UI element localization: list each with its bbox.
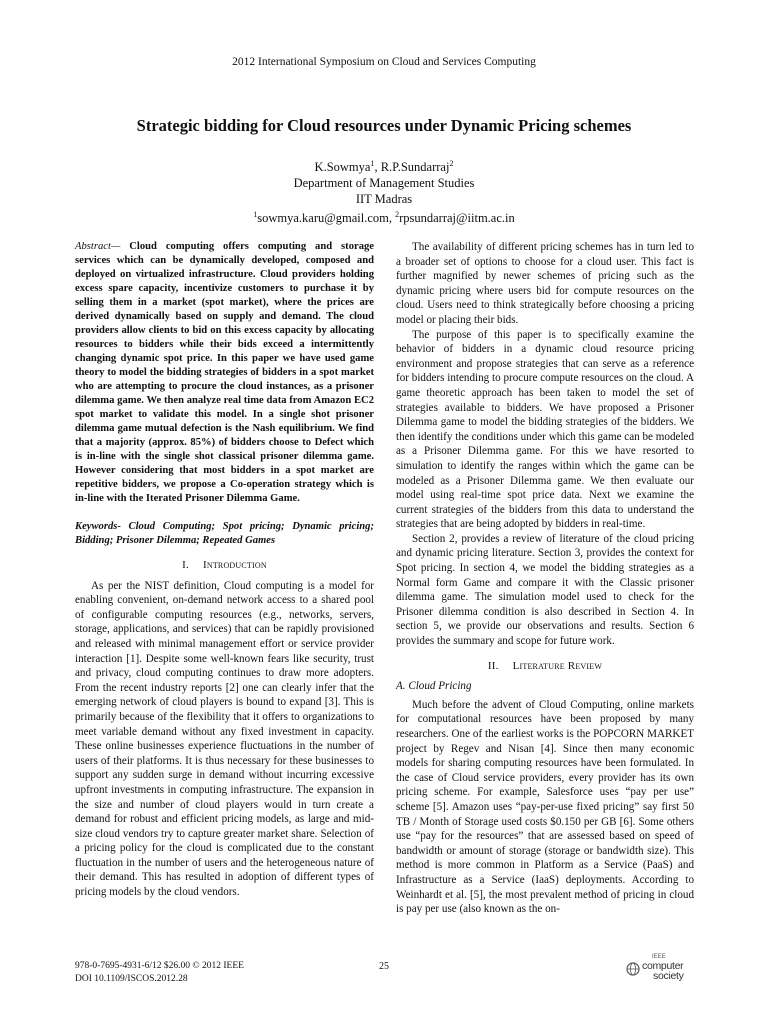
- institute: IIT Madras: [355, 192, 413, 207]
- section-number: I.: [182, 559, 189, 571]
- intro-paragraph-2: The availability of different pricing schemes has in turn led to a broader set of options to choose for a cloud user. This fact is further magnified by newer schemes of pricing such as the dynamic pricing where users bid for compute resources on the cloud. Users need to think strategically before choosing a pricing model or placing their bids.: [396, 241, 694, 326]
- ieee-computer-society-logo: [626, 954, 706, 982]
- footer-isbn: 978-0-7695-4931-6/12 $26.00 © 2012 IEEE: [75, 961, 244, 971]
- intro-paragraph-3: The purpose of this paper is to specifically examine the behavior of bidders in a dynamic cloud resource pricing environment and propose strategies that can serve as a reference for bidders intending to procure compute resources on the cloud. A game theoretic approach has been taken to model the set of strategies available to bidders. We have proposed a Prisoner Dilemma game to model the bidding strategies of the bidders. We then identify the conditions under which this game can be modeled as a Prisoner Dilemma game. For this we have resorted to simulation to identify the ranges within which the game can be modeled as a Prisoner Dilemma game. We then evaluate our model using real-time spot price data. Next we examine the current strategies of the bidders from this data to understand the strategies that are being adopted by bidders in real-time.: [396, 328, 694, 531]
- right-column: [396, 240, 694, 917]
- intro-paragraph: As per the NIST definition, Cloud computing is a model for enabling convenient, on-demand network access to a shared pool of configurable computing resources (e.g., networks, servers, storage, applications, and services) that can be rapidly provisioned and released with minimal management effort or service provider interaction [1]. Despite some well-known fears like security, trust and privacy, cloud computing continues to draw more adopters. From the recent industry reports [2] one can clearly infer that the emerging network of cloud players is bound to expand [3]. This is primarily because of the flexibility that it offers to organizations to meet variable demand without any fixed investment in capacity. These online businesses experience fluctuations in the number of users of their platforms. It is thus necessary for these businesses to support any sudden surge in demand without incurring excessive upfront investments in computing infrastructure. The expansion in the size and number of cloud players would in turn create a demand for robust and efficient pricing models, as large and mid-size cloud vendors try to capture greater market share. Selection of a pricing policy for the cloud is complicated due to the constant fluctuation in the number of users and the heterogeneous nature of their demand. This has resulted in adoption of different types of pricing models by the cloud vendors.: [75, 579, 374, 899]
- logo-society-text: society: [653, 970, 684, 982]
- footer-doi: DOI 10.1109/ISCOS.2012.28: [75, 974, 188, 984]
- abstract-label: Abstract—: [75, 241, 121, 252]
- abstract-text: Cloud computing offers computing and storage services which can be dynamically developed, composed and deployed on virtualized infrastructure. Cloud providers holding excess spare capacity, incentivize customers to purchase it by selling them in a market (spot market), where the prices are derived dynamically based on supply and demand. The cloud providers allow clients to bid on this excess capacity by allocating resources to bidders while their bids exceed a intermittently changing dynamic spot price. In this paper we have used game theory to model the bidding strategies of bidders in a spot market who are attempting to procure the cloud instances, as a prisoner dilemma game. We then analyze real time data from Amazon EC2 spot market to validate this model. In a single shot prisoner dilemma game mutual defection is the Nash equilibrium. We find that a majority (approx. 85%) of bidders choose to Defect which is in-line with the single shot classical prisoner dilemma game. However considering that most bidders in a spot market are repetitive bidders, we propose a Co-operation strategy which is in-line with the Iterated Prisoner Dilemma Game.: [75, 241, 374, 504]
- section-title: Literature Review: [512, 659, 603, 672]
- email-2: rpsundarraj@iitm.ac.in: [399, 211, 515, 226]
- section-heading-literature-review: [396, 659, 694, 674]
- author-names: [0, 156, 768, 175]
- author-emails: [0, 207, 768, 226]
- department: Department of Management Studies: [293, 176, 475, 191]
- author-1: K.Sowmya: [314, 160, 371, 175]
- section-number: II.: [487, 659, 499, 672]
- logo-ieee-text: IEEE: [652, 954, 666, 960]
- footer-publication-info: [75, 960, 244, 986]
- keywords: Keywords- Cloud Computing; Spot pricing; Dynamic pricing; Bidding; Prisoner Dilemma; Repeated Games: [75, 521, 374, 546]
- author-1-affiliation: 1: [370, 159, 375, 168]
- cloud-pricing-paragraph: Much before the advent of Cloud Computing, online markets for computational resources have been proposed by many researchers. One of the earliest works is the POPCORN MARKET project by Regev and Nisan [4]. Since then many economic models for sharing computing resources have been formulated. In the case of Cloud service providers, every provider has its own pricing scheme. For example, Salesforce uses “pay per use” scheme [5]. Amazon uses “pay-per-use fixed pricing” say first 50 TB / Month of Storage used costs $0.150 per GB [6]. Some others use “pay for the resources” that are assessed based on speed of bandwidth or amount of storage (storage or bandwidth size). This method is more common in Platform as a Service (PaaS) and Infrastructure as a Service (IaaS) deployments. According to Weinhardt et al. [5], the most prevalent method of pricing in cloud is pay per use (also known as the on-: [396, 698, 694, 916]
- section-title: Introduction: [202, 559, 267, 571]
- left-column: [75, 240, 374, 900]
- author-separator: ,: [374, 160, 381, 175]
- subsection-heading-cloud-pricing: A. Cloud Pricing: [396, 680, 472, 693]
- globe-icon: [626, 962, 640, 976]
- email-2-marker: 2: [395, 210, 400, 220]
- author-2-affiliation: 2: [449, 159, 454, 168]
- author-block: [0, 156, 768, 226]
- abstract: [75, 240, 374, 506]
- author-2: R.P.Sundarraj: [380, 160, 450, 175]
- email-1: sowmya.karu@gmail.com,: [257, 211, 396, 226]
- page-number: 25: [379, 961, 389, 972]
- logo-computer-text: computer: [642, 960, 684, 972]
- email-1-marker: 1: [253, 210, 258, 220]
- paper-title: Strategic bidding for Cloud resources under Dynamic Pricing schemes: [136, 116, 632, 135]
- section-heading-introduction: [75, 558, 374, 573]
- intro-paragraph-4: Section 2, provides a review of literature of the cloud pricing and dynamic pricing literature. Section 3, provides the context for Spot pricing. In section 4, we model the bidding strategies as a Normal form Game and compare it with the Classic prisoner dilemma game. The simulation model used to check for the Prisoner dilemma condition is also described in Section 4. In section 5, we provide our observations and results. Section 6 provides the summary and scope for future work.: [396, 532, 694, 648]
- conference-header: 2012 International Symposium on Cloud and Services Computing: [232, 56, 536, 68]
